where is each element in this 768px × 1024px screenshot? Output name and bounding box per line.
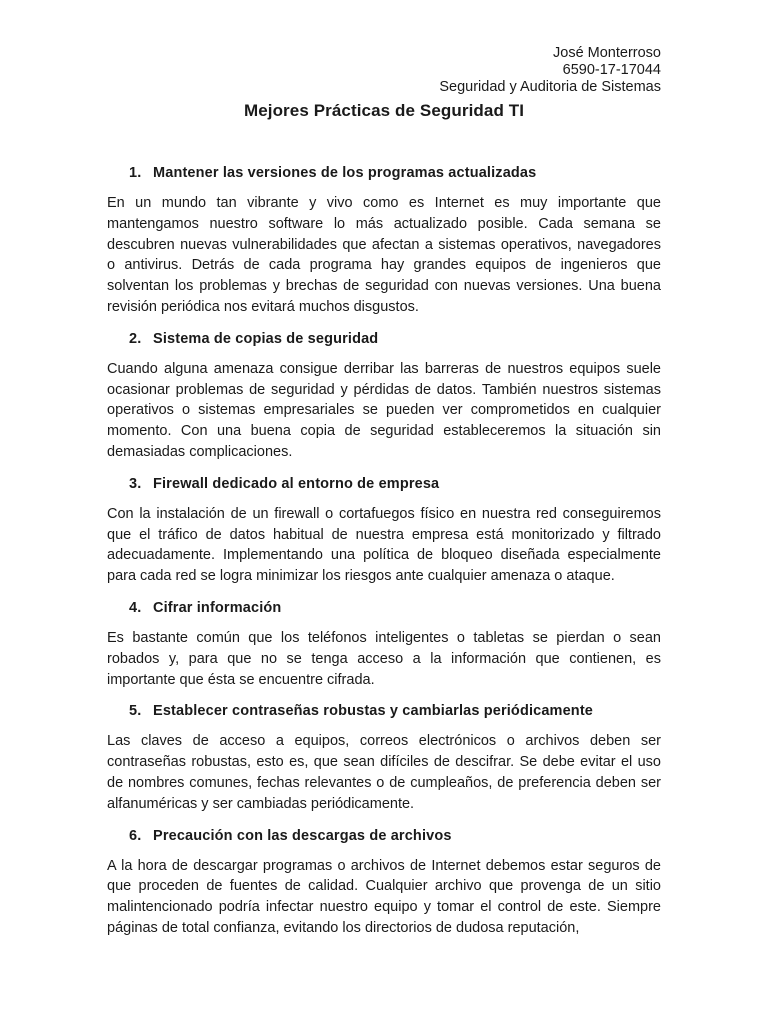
section-number: 4. (129, 599, 142, 616)
course-name: Seguridad y Auditoria de Sistemas (439, 79, 661, 95)
section-paragraph: Cuando alguna amenaza consigue derribar las barreras de nuestros equipos suele ocasionar problemas de seguridad y pérdidas de datos. También nuestros sistemas operativos o sistemas empresariales se pueden ver comprometidos en cualquier momento. Con una buena copia de seguridad estableceremos la situación sin demasiadas complicaciones. (107, 360, 661, 460)
section-heading (107, 826, 661, 846)
section-heading-text: Firewall dedicado al entorno de empresa (153, 475, 440, 492)
section-number: 1. (129, 165, 142, 181)
section-heading-text: Establecer contraseñas robustas y cambiarlas periódicamente (153, 703, 594, 720)
section-heading (107, 329, 661, 349)
section-number: 5. (129, 703, 142, 720)
section-heading (107, 598, 661, 618)
section-number: 2. (129, 330, 142, 347)
document-title: Mejores Prácticas de Seguridad TI (243, 101, 525, 120)
section-heading (107, 701, 661, 721)
section-paragraph: A la hora de descargar programas o archivos de Internet debemos estar seguros de que proceden de fuentes de calidad. Cualquier archivo que provenga de un sitio malintencionado podría infectar nuestro equipo y tomar el control de este. Siempre páginas de total confianza, evitando los directorios de dudosa reputación, (107, 857, 661, 936)
document-header (439, 45, 661, 96)
document-body (107, 163, 661, 950)
section-heading (107, 163, 661, 183)
section-paragraph: Es bastante común que los teléfonos inteligentes o tabletas se pierdan o sean robados y, para que no se tenga acceso a la información que contienen, es importante que ésta se encuentre cifrada. (107, 629, 661, 688)
section-heading-text: Sistema de copias de seguridad (153, 330, 379, 347)
author-name: José Monterroso (553, 45, 661, 61)
section-paragraph: Con la instalación de un firewall o cortafuegos físico en nuestra red conseguiremos que el tráfico de datos habitual de nuestra empresa está monitorizado y filtrado adecuadamente. Implementando una política de bloqueo diseñada especialmente para cada red se logra minimizar los riesgos ante cualquier amenaza o ataque. (107, 505, 661, 585)
section-paragraph: Las claves de acceso a equipos, correos electrónicos o archivos deben ser contraseñas robustas, esto es, que sean difíciles de descifrar. Se debe evitar el uso de nombres comunes, fechas relevantes o de cumpleaños, de preferencia deben ser alfanuméricas y ser cambiadas periódicamente. (107, 733, 661, 812)
section-heading-text: Cifrar información (153, 599, 282, 616)
section-heading-text: Precaución con las descargas de archivos (153, 827, 452, 844)
section-number: 6. (129, 827, 142, 844)
section-heading-text: Mantener las versiones de los programas actualizadas (153, 165, 537, 181)
section-paragraph: En un mundo tan vibrante y vivo como es Internet es muy importante que mantengamos nuestro software lo más actualizado posible. Cada semana se descubren nuevas vulnerabilidades que afectan a sistemas operativos, navegadores o antivirus. Detrás de cada programa hay grandes equipos de ingenieros que solventan los problemas y brechas de seguridad con nuevas versiones. Una buena revisión periódica nos evitará muchos disgustos. (107, 195, 661, 315)
student-id: 6590-17-17044 (562, 62, 661, 78)
section-number: 3. (129, 475, 142, 492)
section-heading (107, 474, 661, 494)
